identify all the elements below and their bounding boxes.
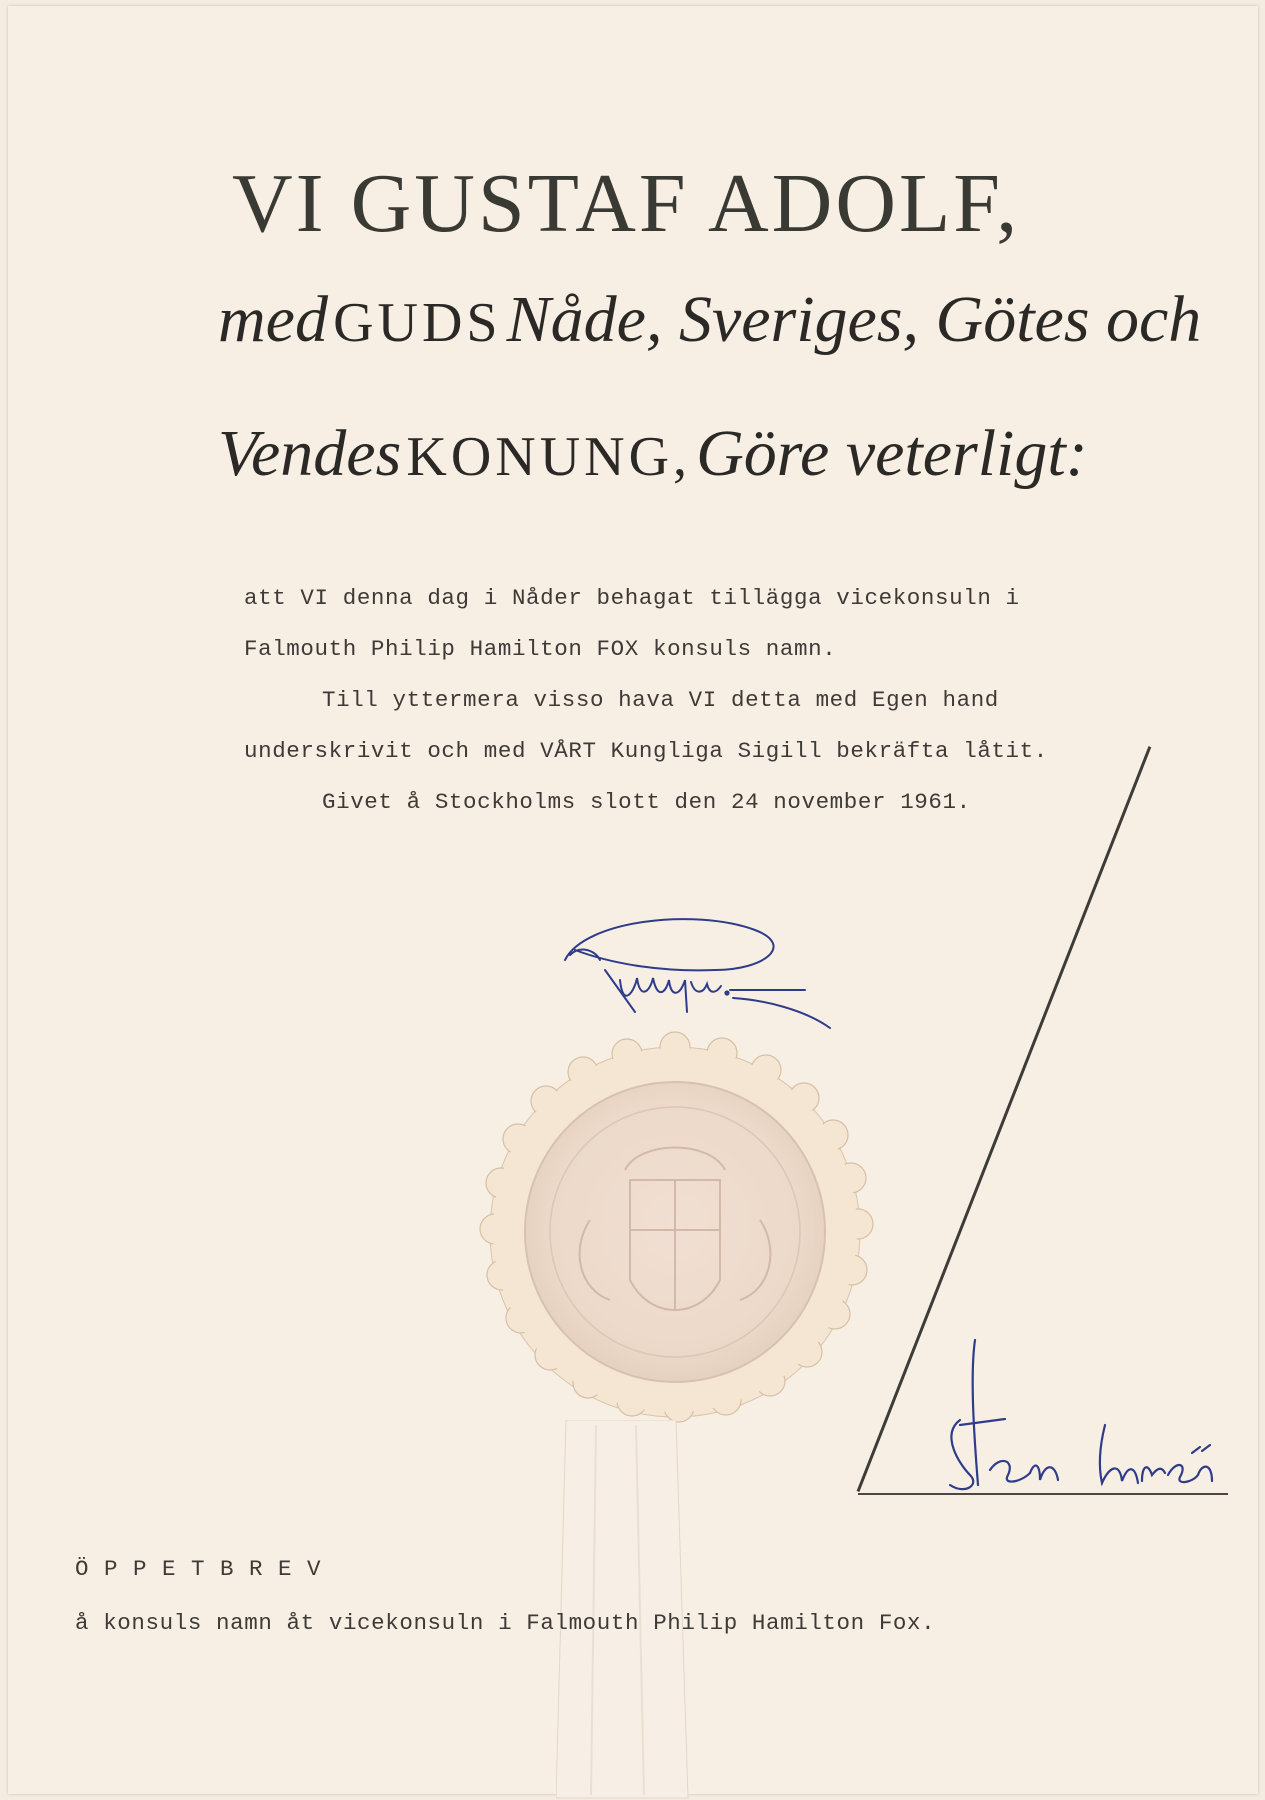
title-line-1	[218, 282, 1265, 358]
body-paragraph-1-line-1: att VI denna dag i Nåder behagat tillägga vicekonsuln i	[244, 585, 1020, 611]
title-line-2-c: Göre veterligt:	[696, 417, 1088, 490]
document-type-label: Ö P P E T B R E V	[75, 1556, 322, 1582]
body-paragraph-2-line-1: Till yttermera visso hava VI detta med Egen hand	[322, 687, 999, 713]
royal-title: VI GUSTAF ADOLF,	[232, 157, 1021, 250]
body-paragraph-2-line-2: underskrivit och med VÅRT Kungliga Sigill bekräfta låtit.	[244, 738, 1048, 764]
body-paragraph-1-line-2: Falmouth Philip Hamilton FOX konsuls namn.	[244, 636, 837, 662]
body-date-line: Givet å Stockholms slott den 24 november 1961.	[322, 789, 971, 815]
title-line-1-c: Nåde, Sveriges, Götes och	[506, 283, 1202, 356]
title-line-2	[218, 416, 1265, 492]
title-line-2-a: Vendes	[218, 417, 402, 490]
royal-seal	[450, 1020, 900, 1440]
title-line-1-b: GUDS	[333, 292, 502, 354]
title-line-2-b: KONUNG,	[406, 426, 692, 488]
document-description: å konsuls namn åt vicekonsuln i Falmouth Philip Hamilton Fox.	[75, 1610, 936, 1636]
minister-signature	[930, 1335, 1230, 1505]
title-line-1-a: med	[218, 283, 328, 356]
